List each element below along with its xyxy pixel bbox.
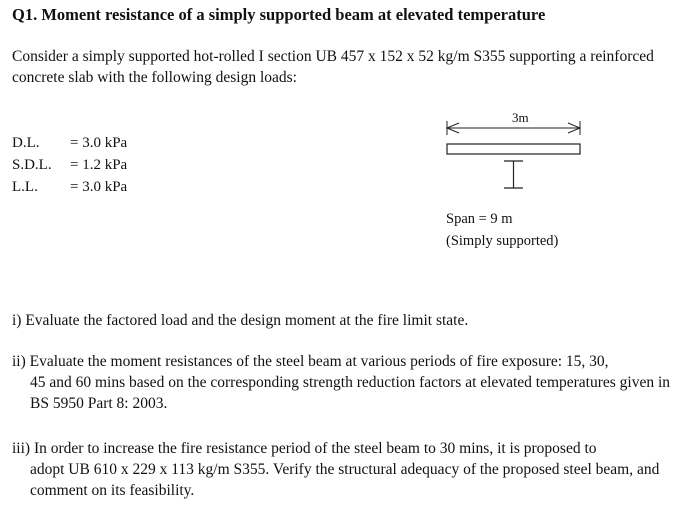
question-text: i) Evaluate the factored load and the design moment at the fire limit state. [12,312,469,329]
question-text: iii) In order to increase the fire resistance period of the steel beam to 30 mins, it is proposed to [12,440,597,457]
slab-width-label: 3m [512,110,529,125]
question-i [12,310,672,331]
load-value: = 3.0 kPa [70,179,128,195]
question-text-continued: 45 and 60 mins based on the corresponding strength reduction factors at elevated temperatures given in BS 5950 Part 8: 2003. [30,374,671,412]
load-name: D.L. [12,135,40,151]
load-name: L.L. [12,179,38,195]
span-label: Span = 9 m [446,211,513,227]
problem-statement: Consider a simply supported hot-rolled I section UB 457 x 152 x 52 kg/m S355 supporting a reinforced concrete slab with the following design loads: [12,48,654,86]
i-section-beam [504,161,523,188]
load-value: = 1.2 kPa [70,157,128,173]
load-value: = 3.0 kPa [70,135,128,151]
question-title: Q1. Moment resistance of a simply supported beam at elevated temperature [12,5,546,24]
concrete-slab [447,144,580,154]
load-name: S.D.L. [12,157,52,173]
beam-section-diagram [440,108,600,200]
question-text: ii) Evaluate the moment resistances of the steel beam at various periods of fire exposure: 15, 30, [12,353,609,370]
support-condition-label: (Simply supported) [446,233,559,249]
question-text-continued: adopt UB 610 x 229 x 113 kg/m S355. Verify the structural adequacy of the proposed steel beam, and comment on its feasibility. [30,461,660,499]
question-iii [12,438,672,501]
question-ii [12,351,672,414]
